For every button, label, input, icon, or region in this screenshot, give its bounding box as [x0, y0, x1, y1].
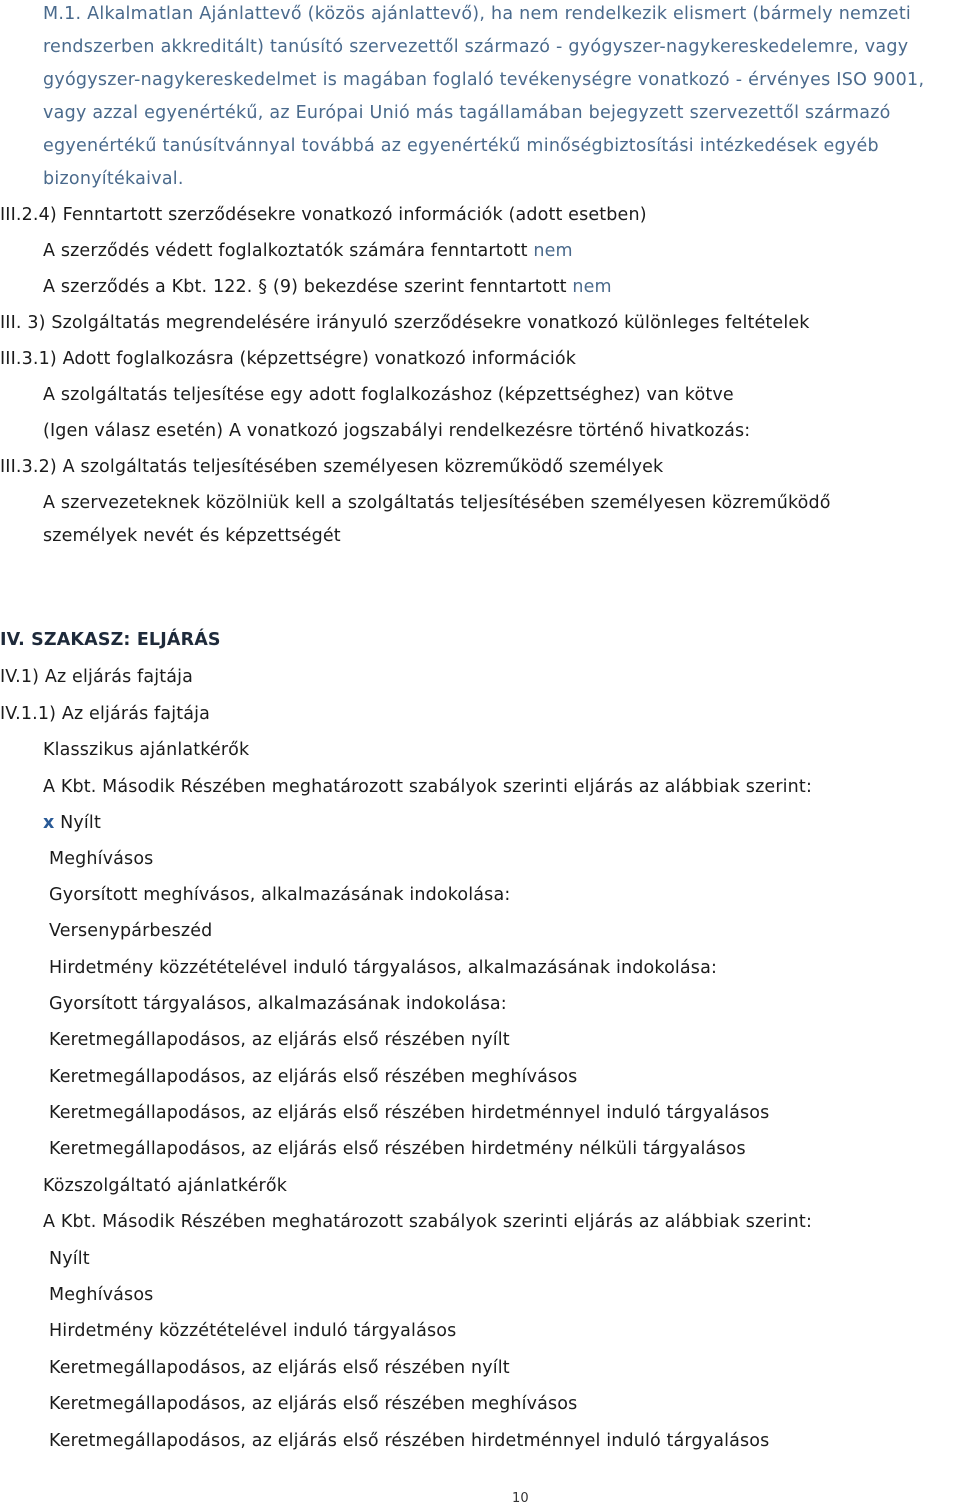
- classic-option-5: Hirdetmény közzétételével induló tárgyalásos, alkalmazásának indokolása:: [49, 958, 717, 978]
- utility-option-2: Meghívásos: [49, 1285, 154, 1305]
- checked-mark: x: [43, 813, 55, 833]
- classic-option-4: Versenypárbeszéd: [49, 921, 213, 941]
- reserved-kbt-value: nem: [572, 277, 612, 297]
- reserved-kbt-label: A szerződés a Kbt. 122. § (9) bekezdése szerint fenntartott: [43, 277, 567, 297]
- classic-option-8: Keretmegállapodásos, az eljárás első részében meghívásos: [49, 1067, 578, 1087]
- utility-option-6: Keretmegállapodásos, az eljárás első részében hirdetménnyel induló tárgyalásos: [49, 1431, 770, 1451]
- section-heading-iii-3-1: III.3.1) Adott foglalkozásra (képzettségre) vonatkozó információk: [0, 349, 576, 369]
- utility-option-4: Keretmegállapodásos, az eljárás első részében nyílt: [49, 1358, 510, 1378]
- classic-option-9: Keretmegállapodásos, az eljárás első részében hirdetménnyel induló tárgyalásos: [49, 1103, 770, 1123]
- classic-option-10: Keretmegállapodásos, az eljárás első részében hirdetmény nélküli tárgyalásos: [49, 1139, 746, 1159]
- utility-option-5: Keretmegállapodásos, az eljárás első részében meghívásos: [49, 1394, 578, 1414]
- page-number: 10: [512, 1491, 529, 1506]
- classic-option-2: Meghívásos: [49, 849, 154, 869]
- reserved-protected-line: [43, 243, 573, 261]
- reserved-protected-label: A szerződés védett foglalkoztatók számára fenntartott: [43, 241, 528, 261]
- classic-option-6: Gyorsított tárgyalásos, alkalmazásának indokolása:: [49, 994, 507, 1014]
- m1-line-3: gyógyszer-nagykereskedelmet is magában foglaló tevékenységre vonatkozó - érvényes ISO 9001,: [43, 70, 925, 90]
- profession-line-1: A szolgáltatás teljesítése egy adott foglalkozáshoz (képzettséghez) van kötve: [43, 385, 734, 405]
- utility-intro: A Kbt. Második Részében meghatározott szabályok szerinti eljárás az alábbiak szerint:: [43, 1212, 812, 1232]
- utility-authorities-title: Közszolgáltató ajánlatkérők: [43, 1176, 287, 1196]
- classic-option-label: Nyílt: [60, 813, 101, 833]
- profession-line-2: (Igen válasz esetén) A vonatkozó jogszabályi rendelkezésre történő hivatkozás:: [43, 421, 751, 441]
- m1-line-2: rendszerben akkreditált) tanúsító szervezettől származó - gyógyszer-nagykereskedelemre, vagy: [43, 37, 909, 57]
- classic-option-1: [43, 815, 101, 833]
- section-heading-iv-1-1: IV.1.1) Az eljárás fajtája: [0, 704, 211, 724]
- staff-line-1: A szervezeteknek közölniük kell a szolgáltatás teljesítésében személyesen közreműködő: [43, 493, 831, 513]
- classic-option-3: Gyorsított meghívásos, alkalmazásának indokolása:: [49, 885, 511, 905]
- staff-line-2: személyek nevét és képzettségét: [43, 526, 341, 546]
- classic-option-7: Keretmegállapodásos, az eljárás első részében nyílt: [49, 1030, 510, 1050]
- utility-option-3: Hirdetmény közzétételével induló tárgyalásos: [49, 1321, 457, 1341]
- section-heading-iii-3: III. 3) Szolgáltatás megrendelésére irányuló szerződésekre vonatkozó különleges feltételek: [0, 313, 810, 333]
- m1-line-6: bizonyítékaival.: [43, 169, 184, 189]
- reserved-protected-value: nem: [533, 241, 573, 261]
- section-title-iv: IV. SZAKASZ: ELJÁRÁS: [0, 630, 221, 650]
- section-heading-iii-3-2: III.3.2) A szolgáltatás teljesítésében személyesen közreműködő személyek: [0, 457, 664, 477]
- classic-intro: A Kbt. Második Részében meghatározott szabályok szerinti eljárás az alábbiak szerint:: [43, 777, 812, 797]
- section-heading-iv-1: IV.1) Az eljárás fajtája: [0, 667, 194, 687]
- reserved-kbt-line: [43, 279, 612, 297]
- m1-line-4: vagy azzal egyenértékű, az Európai Unió más tagállamában bejegyzett szervezettől származó: [43, 103, 891, 123]
- utility-option-1: Nyílt: [49, 1249, 90, 1269]
- m1-line-1: M.1. Alkalmatlan Ajánlattevő (közös ajánlattevő), ha nem rendelkezik elismert (bármely nemzeti: [43, 4, 912, 24]
- classic-authorities-title: Klasszikus ajánlatkérők: [43, 740, 250, 760]
- section-heading-iii-2-4: III.2.4) Fenntartott szerződésekre vonatkozó információk (adott esetben): [0, 205, 647, 225]
- m1-line-5: egyenértékű tanúsítvánnyal továbbá az egyenértékű minőségbiztosítási intézkedések egyéb: [43, 136, 879, 156]
